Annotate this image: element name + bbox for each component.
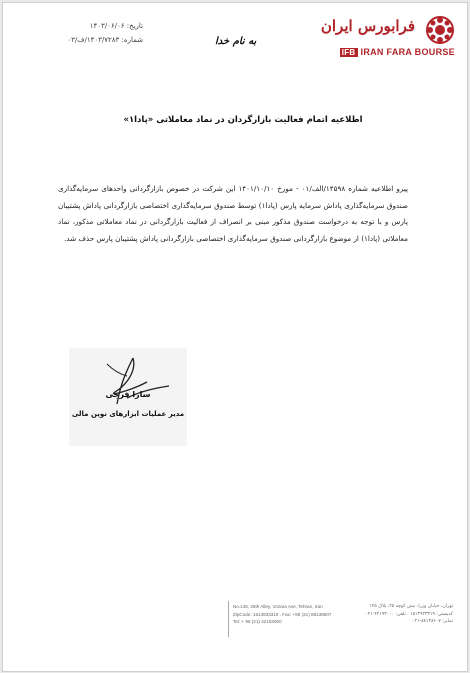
letter-date: تاریخ: ۱۴۰۳/۰۶/۰۶ xyxy=(89,22,143,30)
letter-meta xyxy=(63,19,143,47)
footer-fa-line: تهران، خیابان وزرا، نبش کوچه ۲۵، پلاک ۱۴۵ xyxy=(369,604,453,609)
footer-en-line: ZipCode: 1513933319 . Fax: +98 (21) 88138607 xyxy=(233,611,332,617)
footer-en-line: Tel: + 98 (21) 42193000 xyxy=(233,619,282,625)
letter-body: پیرو اطلاعیه شماره ۱۴۵۹۸/الف/۰۱ - مورخ ۱۴۰۱/۱۰/۱۰ این شرکت در خصوص بازارگردانی واحدهای سرمایه‌گذاری صندوق سرمایه‌گذاری پاداش سرمایه پارس (پادا۱) توسط صندوق سرمایه‌گذاری اختصاصی بازارگردانی پاداش پشتیبان پارس و با توجه به درخواست صندوق مذکور مبنی بر انصراف از فعالیت بازارگردانی در نماد معاملاتی مذکور، نماد معاملاتی (پادا۱) از موضوع بازارگردانی صندوق سرمایه‌گذاری اختصاصی بازارگردانی پاداش پشتیبان پارس حذف شد. xyxy=(58,184,409,243)
footer-divider xyxy=(228,601,229,637)
logo-persian-text: فرابورس ایران xyxy=(320,17,415,35)
letter-number: شماره: ۱۴۰۳/۷۲۸۳/ف/۰۳ xyxy=(67,36,143,44)
footer-fa-line: نمابر: ۸۸۱۳۸۶۰۷-۰۲۱ xyxy=(412,619,453,625)
logo-english-text xyxy=(340,47,455,57)
footer-address-persian xyxy=(353,603,453,626)
basmala-heading: به نام خدا xyxy=(215,36,257,47)
signatory-name: سارا فرجی xyxy=(105,390,151,399)
signature-scribble xyxy=(77,352,177,408)
signature-block xyxy=(69,348,187,446)
logo-emblem-icon xyxy=(425,15,455,45)
footer-en-line: No.145, 25th Alley, Vozara Ave, Tehran, Iran xyxy=(233,604,323,609)
letter-page xyxy=(2,2,468,672)
letter-title: اطلاعیه اتمام فعالیت بازارگردان در نماد معاملاتی «پادا۱» xyxy=(123,115,363,125)
signatory-role: مدیر عملیات ابزارهای نوین مالی xyxy=(71,410,185,418)
logo-badge: IFB xyxy=(341,48,356,57)
company-logo xyxy=(295,13,455,61)
footer-fa-line: کدپستی: ۱۵۱۳۹۳۳۳۱۹ . تلفن: ۴۲۱۹۳۰۰۰-۰۲۱ xyxy=(365,611,453,617)
logo-english-label: IRAN FARA BOURSE xyxy=(360,47,455,57)
footer-address-english xyxy=(233,603,358,626)
